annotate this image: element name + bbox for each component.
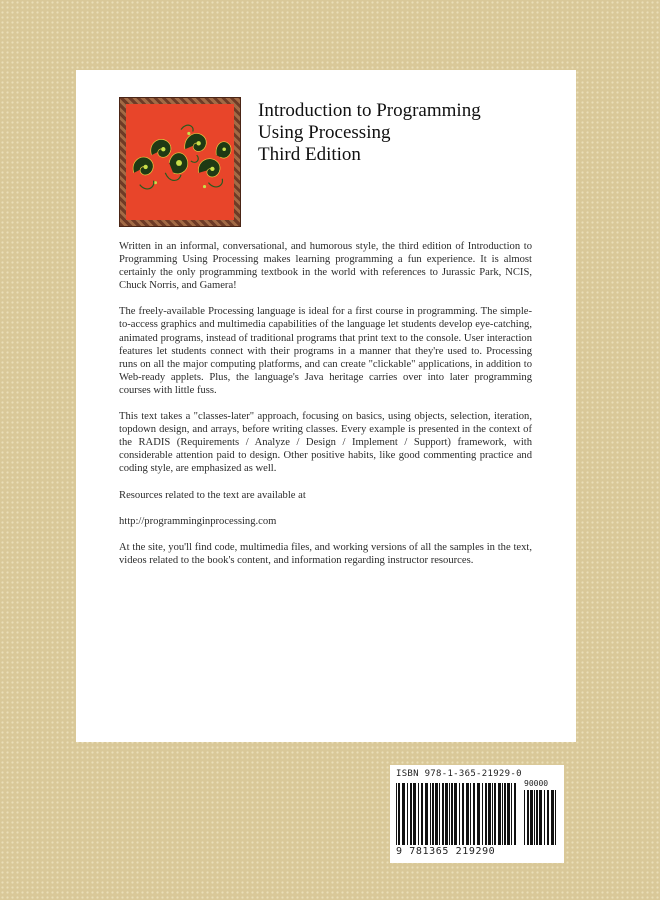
barcode-bar	[454, 783, 457, 845]
barcode-bar	[492, 783, 493, 845]
price-addon-barcode	[524, 790, 558, 845]
barcode-bar	[527, 790, 529, 845]
barcode-bar	[449, 783, 450, 845]
barcode-bar	[504, 783, 506, 845]
barcode-bar	[466, 783, 469, 845]
blurb-paragraph: This text takes a "classes-later" approach, focusing on basics, using objects, selection, iteration, topdown design, and arrays, before writing classes. Every example is presented in the context of the RADIS (Requirements / Analyze / Design / Implement / Support) framework, with considerable attention paid to design. Other positive habits, like good commenting practice and coding style, are emphasized as well.	[119, 411, 532, 475]
barcode-bar	[473, 783, 475, 845]
barcode-bar	[524, 790, 525, 845]
barcode-bar	[498, 783, 501, 845]
barcode-bar	[459, 783, 460, 845]
barcode-bar	[482, 783, 483, 845]
barcode-bar	[539, 790, 542, 845]
barcode-bar	[530, 790, 533, 845]
title-line: Using Processing	[258, 122, 391, 143]
barcode-bar	[514, 783, 516, 845]
isbn-number: ISBN 978-1-365-21929-0	[396, 769, 522, 779]
barcode-bar	[547, 790, 549, 845]
barcode-bar	[544, 790, 545, 845]
barcode-bar	[410, 783, 412, 845]
barcode-bar	[511, 783, 512, 845]
barcode-bar	[413, 783, 416, 845]
title-line: Third Edition	[258, 144, 361, 165]
title-line: Introduction to Programming	[258, 100, 481, 121]
website-url: http://programminginprocessing.com	[119, 515, 277, 527]
barcode-bar	[477, 783, 480, 845]
ean-barcode	[396, 783, 520, 845]
barcode-bar	[494, 783, 496, 845]
barcode-bar	[451, 783, 453, 845]
isbn-barcode-box	[390, 765, 564, 863]
barcode-bar	[425, 783, 428, 845]
barcode-bar	[418, 783, 419, 845]
barcode-bar	[502, 783, 503, 845]
fractal-julia-set-image	[126, 104, 234, 220]
barcode-bar	[407, 783, 408, 845]
barcode-bar	[396, 783, 397, 845]
price-code: 90000	[524, 779, 549, 788]
barcode-bar	[445, 783, 448, 845]
blurb-paragraph: The freely-available Processing language is ideal for a first course in programming. The simple-to-access graphics and multimedia capabilities of the language let students develop eye-catching, animated programs, instead of traditional programs that print text to the console. User interaction features let students connect with their programs in a manner that they're used to. Processing runs on all the major computing platforms, and can create "clickable" applications, in addition to Web-ready applets. Plus, the language's Java heritage carries over into later programming courses with little fuss.	[119, 306, 532, 396]
book-title	[258, 100, 558, 166]
blurb-paragraph: Written in an informal, conversational, and humorous style, the third edition of Introduction to Programming Using Processing makes learning programming a fun experience. It is almost certainly the only programming textbook in the world with references to Jurassic Park, NCIS, Chuck Norris, and Gamera!	[119, 241, 532, 292]
barcode-bar	[432, 783, 434, 845]
barcode-bar	[470, 783, 471, 845]
cover-art-frame	[119, 97, 241, 227]
barcode-bar	[430, 783, 431, 845]
barcode-bar	[442, 783, 444, 845]
barcode-bar	[439, 783, 440, 845]
barcode-bar	[555, 790, 556, 845]
barcode-bar	[435, 783, 438, 845]
blurb-paragraph: Resources related to the text are available at	[119, 489, 306, 501]
ean-digits: 9 781365 219290	[396, 846, 496, 857]
barcode-bar	[534, 790, 535, 845]
barcode-bar	[488, 783, 491, 845]
barcode-bar	[536, 790, 538, 845]
blurb-text	[119, 240, 532, 580]
barcode-bar	[462, 783, 464, 845]
barcode-bar	[402, 783, 405, 845]
barcode-bar	[551, 790, 554, 845]
barcode-bar	[398, 783, 400, 845]
barcode-bar	[421, 783, 423, 845]
barcode-bar	[485, 783, 487, 845]
barcode-bar	[507, 783, 510, 845]
blurb-paragraph: At the site, you'll find code, multimedia files, and working versions of all the samples in the text, videos related to the book's content, and information regarding instructor resources.	[119, 541, 532, 566]
